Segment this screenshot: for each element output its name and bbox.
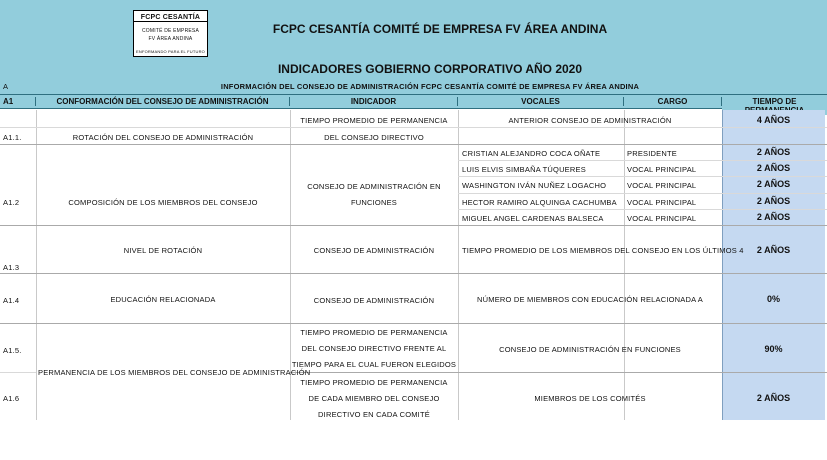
tiempo-value: 4 AÑOS xyxy=(756,115,791,125)
row-code: A1.2 xyxy=(3,198,20,207)
vocales-text: MIEMBROS DE LOS COMITÉS xyxy=(534,394,646,403)
grid-h10 xyxy=(0,372,36,373)
tiempo-value: 2 AÑOS xyxy=(756,147,791,157)
tiempo-value: 2 AÑOS xyxy=(756,393,791,403)
indicator-text: FUNCIONES xyxy=(351,198,397,207)
member-cargo: VOCAL PRINCIPAL xyxy=(627,198,697,207)
indicator-text: TIEMPO PROMEDIO DE PERMANENCIA xyxy=(300,378,448,387)
grid-h11 xyxy=(290,372,827,373)
grid-h9 xyxy=(0,323,827,324)
tiempo-value: 2 AÑOS xyxy=(756,163,791,173)
tiempo-value: 2 AÑOS xyxy=(756,212,791,222)
logo-line1: FCPC CESANTÍA xyxy=(134,14,207,22)
indicator-text: DIRECTIVO EN CADA COMITÉ xyxy=(318,410,430,419)
row-description: EDUCACIÓN RELACIONADA xyxy=(110,295,216,304)
grid-h3 xyxy=(458,160,827,161)
indicator-text: TIEMPO PROMEDIO DE PERMANENCIA xyxy=(300,116,448,125)
indicator-text: DEL CONSEJO DIRECTIVO FRENTE AL xyxy=(301,344,447,353)
indicator-text: CONSEJO DE ADMINISTRACIÓN xyxy=(313,246,435,255)
grid-v4 xyxy=(624,110,625,420)
grid-v3 xyxy=(458,110,459,420)
col-tiempo: TIEMPO DE xyxy=(722,97,827,115)
col-conformacion: CONFORMACIÓN DEL CONSEJO DE ADMINISTRACIÓN xyxy=(36,97,290,106)
info-row-text: INFORMACIÓN DEL CONSEJO DE ADMINISTRACIÓN FCPC CESANTÍA COMITÉ DE EMPRESA FV ÁREA ANDINA xyxy=(220,82,640,91)
tiempo-value: 90% xyxy=(764,344,783,354)
member-cargo: PRESIDENTE xyxy=(627,149,677,158)
indicator-text: CONSEJO DE ADMINISTRACIÓN EN xyxy=(307,182,441,191)
page-subtitle: INDICADORES GOBIERNO CORPORATIVO AÑO 2020 xyxy=(277,62,583,76)
indicator-text: TIEMPO PARA EL CUAL FUERON ELEGIDOS xyxy=(291,360,457,369)
row-code: A1.6 xyxy=(3,394,20,403)
col-a1: A1 xyxy=(0,97,36,106)
member-name: HECTOR RAMIRO ALQUINGA CACHUMBA xyxy=(462,198,617,207)
grid-h5 xyxy=(458,193,827,194)
row-code: A1.3 xyxy=(3,263,20,272)
member-name: WASHINGTON IVÁN NUÑEZ LOGACHO xyxy=(462,181,607,190)
member-cargo: VOCAL PRINCIPAL xyxy=(627,165,697,174)
logo-line3: FV ÁREA ANDINA xyxy=(148,36,193,42)
page-title: FCPC CESANTÍA COMITÉ DE EMPRESA FV ÁREA ANDINA xyxy=(272,22,608,36)
logo xyxy=(133,10,208,57)
grid-v1 xyxy=(36,110,37,420)
member-name: LUIS ELVIS SIMBAÑA TÚQUERES xyxy=(462,165,586,174)
vocales-text: TIEMPO PROMEDIO DE LOS MIEMBROS DEL CONSEJO EN LOS ÚLTIMOS 4 xyxy=(462,246,744,255)
grid-h1 xyxy=(0,127,827,128)
row-code: A1.5. xyxy=(3,346,22,355)
row-description: COMPOSICIÓN DE LOS MIEMBROS DEL CONSEJO xyxy=(68,198,258,207)
vocales-text: ANTERIOR CONSEJO DE ADMINISTRACIÓN xyxy=(508,116,672,125)
grid-h7 xyxy=(0,225,827,226)
indicator-text: DEL CONSEJO DIRECTIVO xyxy=(324,133,424,142)
tiempo-value: 0% xyxy=(766,294,780,304)
row-description: NIVEL DE ROTACIÓN xyxy=(123,246,203,255)
tiempo-value: 2 AÑOS xyxy=(756,196,791,206)
indicator-text: CONSEJO DE ADMINISTRACIÓN xyxy=(313,296,435,305)
logo-tagline: ENFORMANDO PARA EL FUTURO xyxy=(135,49,205,54)
member-name: CRISTIAN ALEJANDRO COCA OÑATE xyxy=(462,149,601,158)
grid-h8 xyxy=(0,273,827,274)
col-vocales: VOCALES xyxy=(458,97,624,106)
row-description: ROTACIÓN DEL CONSEJO DE ADMINISTRACIÓN xyxy=(72,133,254,142)
member-name: MIGUEL ANGEL CARDENAS BALSECA xyxy=(462,214,604,223)
indicator-text: DE CADA MIEMBRO DEL CONSEJO xyxy=(308,394,440,403)
grid-h6 xyxy=(458,209,827,210)
member-cargo: VOCAL PRINCIPAL xyxy=(627,181,697,190)
row-code: A1.4 xyxy=(3,296,20,305)
tiempo-value: 2 AÑOS xyxy=(756,245,791,255)
col-cargo: CARGO xyxy=(624,97,722,106)
indicator-text: TIEMPO PROMEDIO DE PERMANENCIA xyxy=(300,328,448,337)
tiempo-value: 2 AÑOS xyxy=(756,179,791,189)
grid-h4 xyxy=(458,176,827,177)
info-row-code: A xyxy=(3,82,9,91)
member-cargo: VOCAL PRINCIPAL xyxy=(627,214,697,223)
grid-h2 xyxy=(0,144,827,145)
row-description: PERMANENCIA DE LOS MIEMBROS DEL CONSEJO DE ADMINISTRACIÓN xyxy=(38,368,311,377)
vocales-text: CONSEJO DE ADMINISTRACIÓN EN FUNCIONES xyxy=(499,345,681,354)
row-code: A1.1. xyxy=(3,133,22,142)
logo-line2: COMITÉ DE EMPRESA xyxy=(141,28,200,34)
col-indicador: INDICADOR xyxy=(290,97,458,106)
vocales-text: NÚMERO DE MIEMBROS CON EDUCACIÓN RELACIONADA A xyxy=(477,295,703,304)
